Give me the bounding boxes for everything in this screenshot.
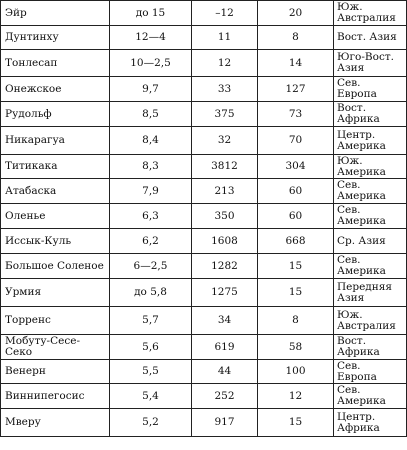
area-cell: 8 bbox=[258, 26, 334, 50]
region-cell: Юж. Австралия bbox=[334, 1, 407, 26]
table-row bbox=[1, 77, 407, 102]
depth-cell: 3812 bbox=[192, 155, 258, 179]
region-cell: Юж. Австралия bbox=[334, 307, 407, 335]
region-cell: Юго-Вост. Азия bbox=[334, 50, 407, 77]
area-cell: 8 bbox=[258, 307, 334, 335]
area-cell: 668 bbox=[258, 229, 334, 254]
region-cell: Сев. Америка bbox=[334, 254, 407, 279]
region-cell: Юж. Америка bbox=[334, 155, 407, 179]
table-row bbox=[1, 204, 407, 229]
region-cell: Центр. Африка bbox=[334, 409, 407, 437]
region-cell: Сев. Америка bbox=[334, 384, 407, 409]
region-cell: Сев. Америка bbox=[334, 179, 407, 204]
depth-cell: 34 bbox=[192, 307, 258, 335]
depth-cell: 350 bbox=[192, 204, 258, 229]
region-cell: Передняя Азия bbox=[334, 279, 407, 307]
lake-name-cell: Мобуту-Сесе-Секо bbox=[1, 335, 110, 360]
table-row bbox=[1, 384, 407, 409]
lake-name-cell: Венерн bbox=[1, 360, 110, 384]
table-row bbox=[1, 229, 407, 254]
depth-cell: 1608 bbox=[192, 229, 258, 254]
area-cell: 58 bbox=[258, 335, 334, 360]
region-cell: Ср. Азия bbox=[334, 229, 407, 254]
depth-cell: 213 bbox=[192, 179, 258, 204]
depth-cell: 1282 bbox=[192, 254, 258, 279]
table-row bbox=[1, 335, 407, 360]
ratio-cell: 5,7 bbox=[110, 307, 192, 335]
area-cell: 127 bbox=[258, 77, 334, 102]
ratio-cell: 8,4 bbox=[110, 127, 192, 155]
area-cell: 70 bbox=[258, 127, 334, 155]
table-row bbox=[1, 50, 407, 77]
table-row bbox=[1, 26, 407, 50]
depth-cell: –12 bbox=[192, 1, 258, 26]
depth-cell: 12 bbox=[192, 50, 258, 77]
ratio-cell: 5,4 bbox=[110, 384, 192, 409]
area-cell: 15 bbox=[258, 254, 334, 279]
table-row bbox=[1, 1, 407, 26]
ratio-cell: 7,9 bbox=[110, 179, 192, 204]
ratio-cell: 9,7 bbox=[110, 77, 192, 102]
ratio-cell: 6,2 bbox=[110, 229, 192, 254]
table-row bbox=[1, 409, 407, 437]
table-row bbox=[1, 279, 407, 307]
depth-cell: 11 bbox=[192, 26, 258, 50]
lake-name-cell: Урмия bbox=[1, 279, 110, 307]
area-cell: 15 bbox=[258, 279, 334, 307]
area-cell: 14 bbox=[258, 50, 334, 77]
region-cell: Вост. Африка bbox=[334, 335, 407, 360]
lake-name-cell: Атабаска bbox=[1, 179, 110, 204]
ratio-cell: 12—4 bbox=[110, 26, 192, 50]
table-row bbox=[1, 179, 407, 204]
ratio-cell: 8,5 bbox=[110, 102, 192, 127]
lake-name-cell: Иссык-Куль bbox=[1, 229, 110, 254]
lake-name-cell: Онежское bbox=[1, 77, 110, 102]
table-row bbox=[1, 254, 407, 279]
area-cell: 60 bbox=[258, 204, 334, 229]
table-row bbox=[1, 127, 407, 155]
region-cell: Вост. Азия bbox=[334, 26, 407, 50]
depth-cell: 33 bbox=[192, 77, 258, 102]
table-row bbox=[1, 155, 407, 179]
area-cell: 15 bbox=[258, 409, 334, 437]
lake-name-cell: Торренс bbox=[1, 307, 110, 335]
ratio-cell: 6—2,5 bbox=[110, 254, 192, 279]
lake-name-cell: Мверу bbox=[1, 409, 110, 437]
lake-name-cell: Эйр bbox=[1, 1, 110, 26]
area-cell: 60 bbox=[258, 179, 334, 204]
lake-name-cell: Большое Соленое bbox=[1, 254, 110, 279]
lakes-table-body bbox=[1, 1, 407, 437]
area-cell: 73 bbox=[258, 102, 334, 127]
region-cell: Сев. Америка bbox=[334, 204, 407, 229]
ratio-cell: 5,6 bbox=[110, 335, 192, 360]
lake-name-cell: Рудольф bbox=[1, 102, 110, 127]
ratio-cell: 6,3 bbox=[110, 204, 192, 229]
depth-cell: 1275 bbox=[192, 279, 258, 307]
area-cell: 20 bbox=[258, 1, 334, 26]
depth-cell: 375 bbox=[192, 102, 258, 127]
lake-name-cell: Тонлесап bbox=[1, 50, 110, 77]
area-cell: 304 bbox=[258, 155, 334, 179]
lake-name-cell: Виннипегосис bbox=[1, 384, 110, 409]
table-row bbox=[1, 307, 407, 335]
depth-cell: 619 bbox=[192, 335, 258, 360]
ratio-cell: 8,3 bbox=[110, 155, 192, 179]
depth-cell: 252 bbox=[192, 384, 258, 409]
ratio-cell: 5,2 bbox=[110, 409, 192, 437]
lake-name-cell: Оленье bbox=[1, 204, 110, 229]
ratio-cell: 5,5 bbox=[110, 360, 192, 384]
area-cell: 12 bbox=[258, 384, 334, 409]
ratio-cell: до 5,8 bbox=[110, 279, 192, 307]
depth-cell: 44 bbox=[192, 360, 258, 384]
table-row bbox=[1, 360, 407, 384]
lake-name-cell: Дунтинху bbox=[1, 26, 110, 50]
depth-cell: 32 bbox=[192, 127, 258, 155]
lake-name-cell: Титикака bbox=[1, 155, 110, 179]
area-cell: 100 bbox=[258, 360, 334, 384]
region-cell: Сев. Европа bbox=[334, 77, 407, 102]
region-cell: Вост. Африка bbox=[334, 102, 407, 127]
region-cell: Сев. Европа bbox=[334, 360, 407, 384]
ratio-cell: 10—2,5 bbox=[110, 50, 192, 77]
table-row bbox=[1, 102, 407, 127]
depth-cell: 917 bbox=[192, 409, 258, 437]
lake-name-cell: Никарагуа bbox=[1, 127, 110, 155]
region-cell: Центр. Америка bbox=[334, 127, 407, 155]
ratio-cell: до 15 bbox=[110, 1, 192, 26]
